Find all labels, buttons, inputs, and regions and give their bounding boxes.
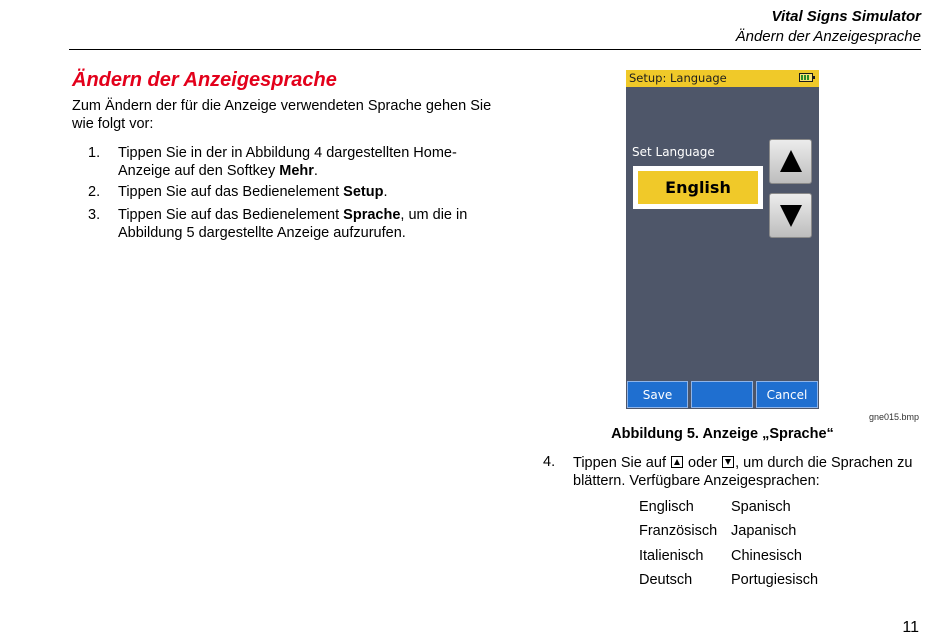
step-number: 1. <box>88 145 101 161</box>
language-item: Japanisch <box>731 523 797 539</box>
set-language-label: Set Language <box>632 145 715 159</box>
language-item: Portugiesisch <box>731 572 819 588</box>
blank-softkey[interactable] <box>691 381 753 408</box>
up-arrow-key-icon <box>671 456 683 468</box>
down-arrow-key-icon <box>722 456 734 468</box>
language-item: Spanisch <box>731 499 791 515</box>
language-item: Deutsch <box>639 572 693 588</box>
step-text: Tippen Sie auf das Bedienelement Sprache, um die in Abbildung 5 dargestellte Anzeige aufzurufen. <box>118 207 468 241</box>
scroll-down-button[interactable] <box>769 193 812 238</box>
step-text: Tippen Sie auf das Bedienelement Setup. <box>118 184 388 200</box>
step-4-number: 4. <box>543 454 556 470</box>
cancel-softkey[interactable]: Cancel <box>756 381 818 408</box>
section-heading: Ändern der Anzeigesprache <box>72 69 337 91</box>
language-selector[interactable] <box>633 166 763 209</box>
scroll-up-button[interactable] <box>769 139 812 184</box>
figure-caption: Abbildung 5. Anzeige „Sprache“ <box>611 426 834 442</box>
step-number: 3. <box>88 207 101 223</box>
language-item: Französisch <box>639 523 718 539</box>
image-filename: gne015.bmp <box>868 412 919 422</box>
arrow-up-icon <box>780 150 802 172</box>
document-title: Vital Signs Simulator <box>771 8 921 25</box>
battery-icon <box>799 73 813 82</box>
intro-paragraph: Zum Ändern der für die Anzeige verwendeten Sprache gehen Sie wie folgt vor: <box>72 98 492 132</box>
language-item: Chinesisch <box>731 548 802 564</box>
page-number: 11 <box>902 619 919 636</box>
device-title-bar <box>626 70 819 87</box>
save-softkey[interactable]: Save <box>627 381 688 408</box>
device-screen <box>626 70 819 409</box>
step-4-text: Tippen Sie auf oder , um durch die Sprachen zu blättern. Verfügbare Anzeigesprachen: <box>573 455 913 489</box>
selected-language: English <box>638 171 758 204</box>
device-title: Setup: Language <box>629 71 727 85</box>
step-text: Tippen Sie in der in Abbildung 4 dargestellten Home-Anzeige auf den Softkey Mehr. <box>118 145 457 179</box>
document-subtitle: Ändern der Anzeigesprache <box>735 28 921 45</box>
arrow-down-icon <box>780 205 802 227</box>
step-number: 2. <box>88 184 101 200</box>
language-item: Englisch <box>639 499 694 515</box>
header-rule <box>69 49 921 50</box>
language-item: Italienisch <box>639 548 704 564</box>
